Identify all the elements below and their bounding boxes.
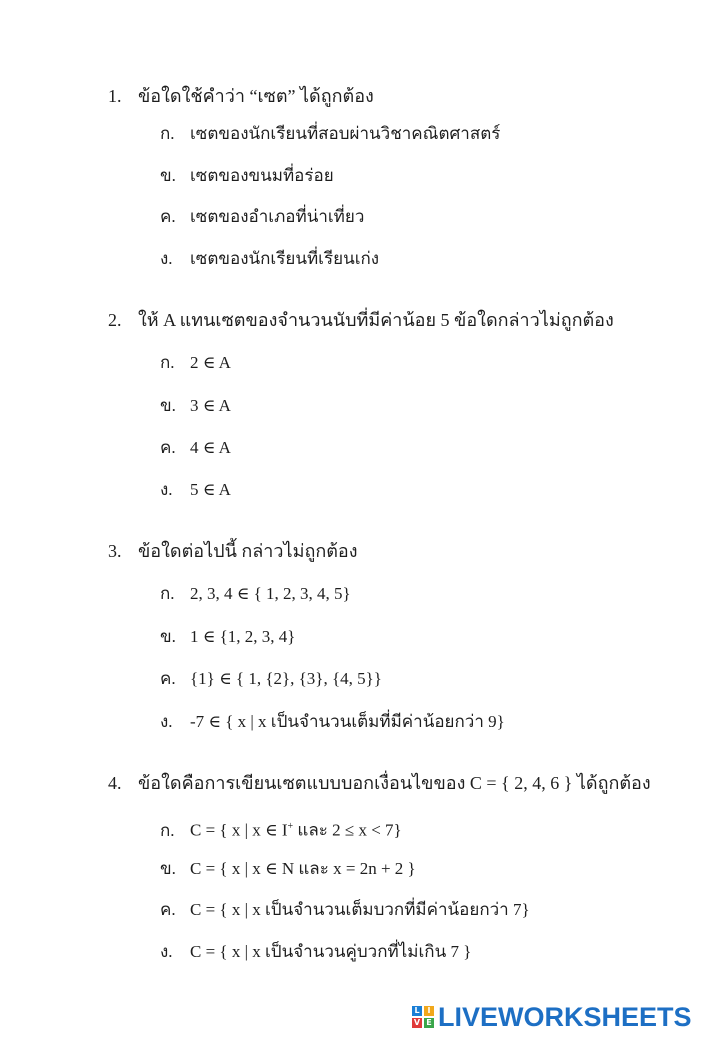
liveworksheets-logo [412, 1000, 692, 1034]
option-letter: ก. [160, 820, 175, 840]
question-text: ข้อใดใช้คำว่า “เซต” ได้ถูกต้อง [138, 86, 374, 106]
question-3-option-b[interactable] [160, 625, 295, 649]
question-4-option-b[interactable] [160, 857, 416, 881]
option-text: เซตของขนมที่อร่อย [190, 166, 334, 185]
option-text: C = { x | x เป็นจำนวนเต็มบวกที่มีค่าน้อยกว่า 7} [190, 900, 530, 919]
question-4-option-d[interactable] [160, 940, 471, 964]
option-text: 3 ∈ A [190, 396, 231, 415]
logo-mark-letter: L [412, 1006, 422, 1016]
question-2-option-a[interactable] [160, 351, 231, 375]
question-text: ข้อใดต่อไปนี้ กล่าวไม่ถูกต้อง [138, 541, 358, 561]
option-text: 2, 3, 4 ∈ { 1, 2, 3, 4, 5} [190, 584, 351, 603]
option-letter: ข. [160, 859, 176, 878]
question-2-option-c[interactable] [160, 436, 231, 460]
option-letter: ค. [160, 207, 176, 226]
superscript-plus: + [287, 821, 294, 832]
option-text-before: C = { x | x ∈ I [190, 820, 288, 840]
question-4-option-c[interactable] [160, 898, 530, 922]
option-text: เซตของนักเรียนที่เรียนเก่ง [190, 249, 380, 268]
question-3 [108, 539, 358, 563]
option-text: -7 ∈ { x | x เป็นจำนวนเต็มที่มีค่าน้อยกว่า 9} [190, 712, 505, 731]
logo-mark-letter: V [413, 1018, 421, 1027]
logo-mark-letter: E [424, 1018, 434, 1028]
option-letter: ก. [160, 584, 175, 603]
option-text: {1} ∈ { 1, {2}, {3}, {4, 5}} [190, 669, 382, 688]
option-text: 5 ∈ A [190, 480, 231, 499]
question-4 [108, 771, 651, 795]
logo-mark-letter: I [424, 1006, 434, 1016]
option-letter: ง. [160, 942, 173, 961]
question-4-option-a[interactable] [160, 815, 402, 843]
question-number: 4. [108, 773, 122, 793]
option-text: 4 ∈ A [190, 438, 231, 457]
logo-text: LIVEWORKSHEETS [438, 1001, 692, 1032]
option-text-after: และ 2 ≤ x < 7} [293, 820, 402, 840]
option-text: เซตของนักเรียนที่สอบผ่านวิชาคณิตศาสตร์ [190, 124, 501, 143]
question-3-option-c[interactable] [160, 667, 382, 691]
question-3-option-d[interactable] [160, 710, 505, 734]
question-2-option-b[interactable] [160, 394, 231, 418]
option-text: 2 ∈ A [190, 353, 231, 372]
option-letter: ง. [160, 712, 173, 731]
logo-mark-icon [412, 1006, 434, 1028]
option-letter: ง. [160, 480, 173, 499]
question-3-option-a[interactable] [160, 582, 351, 606]
question-1 [108, 84, 374, 108]
question-number: 3. [108, 541, 122, 561]
option-letter: ค. [160, 669, 176, 688]
option-letter: ค. [160, 438, 176, 457]
question-number: 2. [108, 310, 122, 330]
question-1-option-a[interactable] [160, 122, 500, 146]
option-letter: ข. [160, 166, 176, 185]
question-1-option-d[interactable] [160, 247, 379, 271]
question-2-option-d[interactable] [160, 478, 231, 502]
option-text: 1 ∈ {1, 2, 3, 4} [190, 627, 296, 646]
option-letter: ข. [160, 627, 176, 646]
option-letter: ง. [160, 249, 173, 268]
option-letter: ก. [160, 353, 175, 372]
option-letter: ก. [160, 124, 175, 143]
option-text: C = { x | x ∈ N และ x = 2n + 2 } [190, 859, 416, 878]
option-text: C = { x | x เป็นจำนวนคู่บวกที่ไม่เกิน 7 } [190, 942, 472, 961]
option-letter: ข. [160, 396, 176, 415]
option-text: เซตของอำเภอที่น่าเที่ยว [190, 207, 365, 226]
question-text: ข้อใดคือการเขียนเซตแบบบอกเงื่อนไขของ C = { 2, 4, 6 } ได้ถูกต้อง [138, 773, 651, 793]
question-number: 1. [108, 86, 122, 106]
question-text: ให้ A แทนเซตของจำนวนนับที่มีค่าน้อย 5 ข้อใดกล่าวไม่ถูกต้อง [138, 310, 614, 330]
question-1-option-b[interactable] [160, 164, 334, 188]
question-2 [108, 308, 614, 332]
option-letter: ค. [160, 900, 176, 919]
question-1-option-c[interactable] [160, 205, 364, 229]
